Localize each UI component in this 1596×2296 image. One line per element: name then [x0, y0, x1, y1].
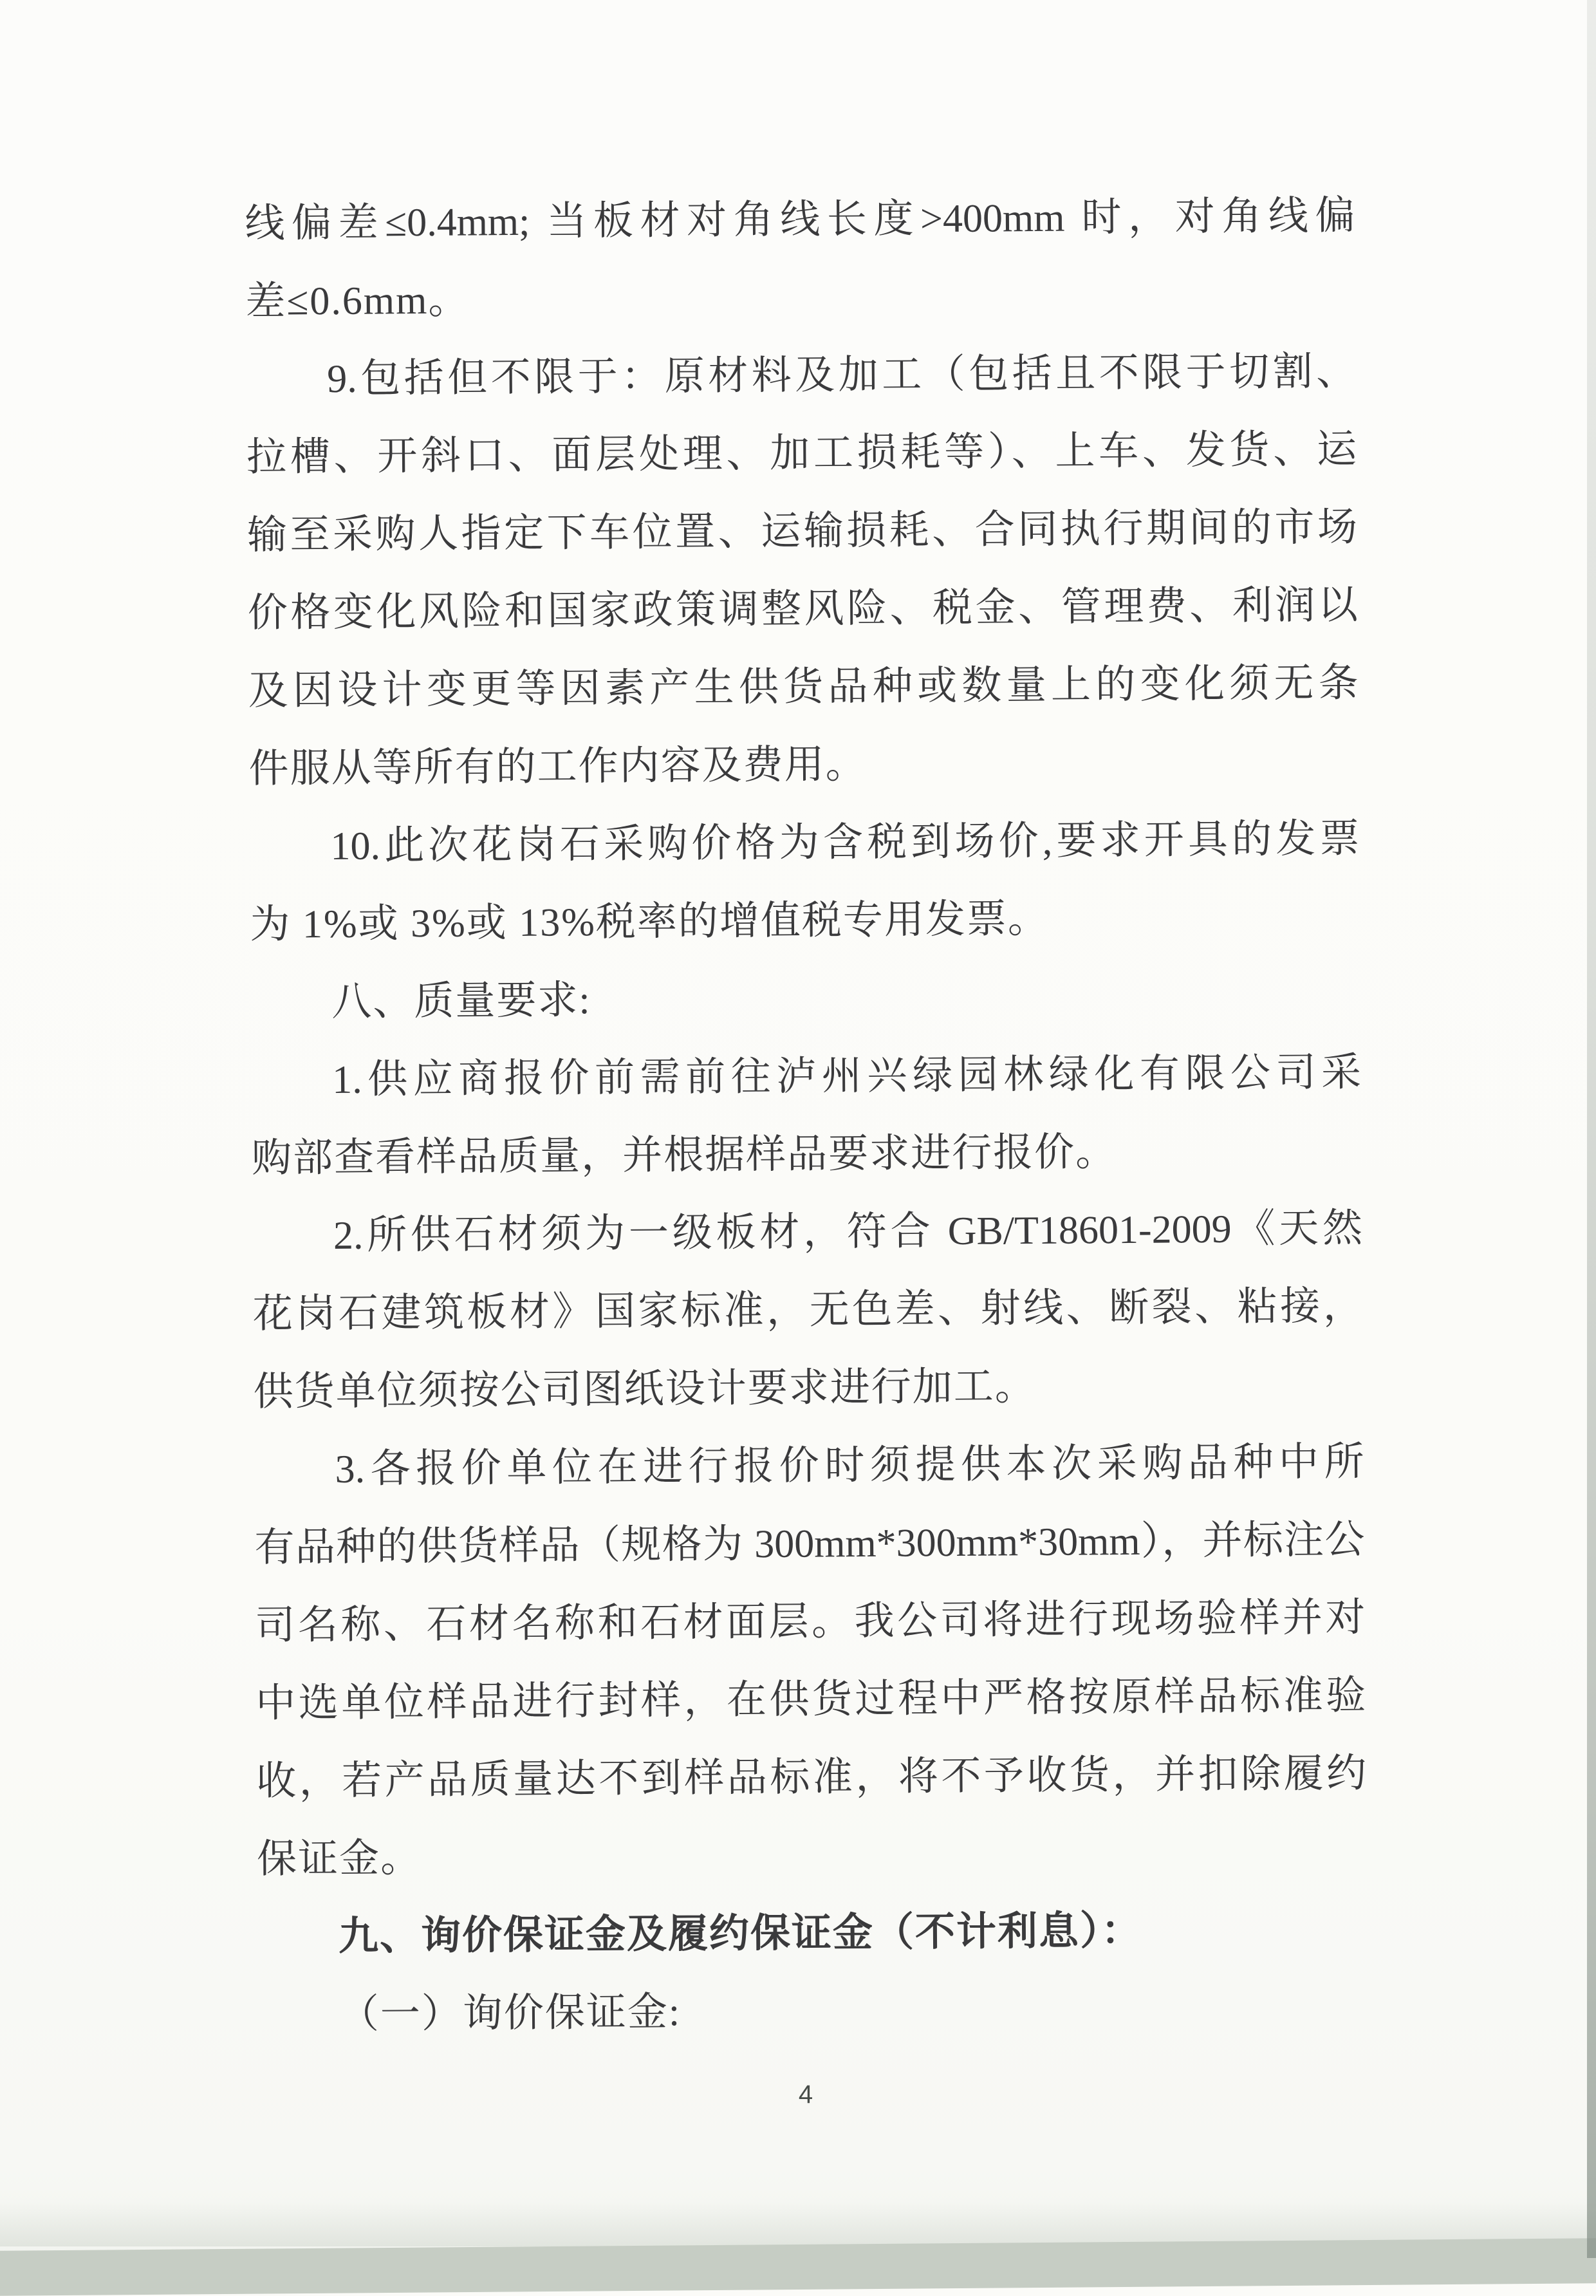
text-line: 10.此次花岗石采购价格为含税到场价,要求开具的发票	[330, 817, 1360, 869]
text-line: 差≤0.6mm。	[245, 278, 470, 324]
text-line: 收，若产品质量达不到样品标准，将不予收货，并扣除履约	[255, 1751, 1367, 1804]
text-line: 为 1%或 3%或 13%税率的增值税专用发票。	[250, 897, 1050, 947]
text-line: 中选单位样品进行封样，在供货过程中严格按原样品标准验	[255, 1674, 1366, 1726]
text-line: 价格变化风险和国家政策调整风险、税金、管理费、利润以	[247, 583, 1359, 635]
page-content	[245, 177, 1368, 2055]
text-line: 拉槽、开斜口、面层处理、加工损耗等）、上车、发货、运	[246, 427, 1357, 480]
text-line: 及因设计变更等因素产生供货品种或数量上的变化须无条	[248, 661, 1359, 713]
text-line: 有品种的供货样品（规格为 300mm*300mm*30mm），并标注公	[254, 1518, 1365, 1570]
text-line: 花岗石建筑板材》国家标准，无色差、射线、断裂、粘接，	[252, 1284, 1364, 1336]
text-line: （一）询价保证金:	[339, 1990, 682, 2037]
text-line: 保证金。	[256, 1836, 422, 1881]
text-line: 2.所供石材须为一级板材，符合 GB/T18601-2009《天然	[333, 1206, 1363, 1258]
scan-bottom-shadow	[0, 2238, 1596, 2296]
section-heading: 八、质量要求:	[331, 978, 591, 1025]
scan-right-edge-shadow	[1587, 0, 1596, 2258]
text-line: 1.供应商报价前需前往泸州兴绿园林绿化有限公司采	[331, 1050, 1362, 1103]
text-line: 9.包括但不限于：原材料及加工（包括且不限于切割、	[326, 350, 1357, 402]
text-line: 司名称、石材名称和石材面层。我公司将进行现场验样并对	[255, 1596, 1366, 1648]
text-line: 输至采购人指定下车位置、运输损耗、合同执行期间的市场	[246, 505, 1358, 557]
text-line: 线偏差≤0.4mm; 当板材对角线长度>400mm 时，对角线偏	[245, 194, 1355, 246]
text-line: 购部查看样品质量，并根据样品要求进行报价。	[251, 1130, 1117, 1181]
page-number: 4	[798, 2080, 813, 2109]
section-heading: 九、询价保证金及履约保证金（不计利息）：	[338, 1909, 1143, 1959]
text-line: 3.各报价单位在进行报价时须提供本次采购品种中所	[335, 1440, 1364, 1492]
text-line: 供货单位须按公司图纸设计要求进行加工。	[253, 1365, 1036, 1414]
text-line: 件服从等所有的工作内容及费用。	[248, 742, 867, 791]
